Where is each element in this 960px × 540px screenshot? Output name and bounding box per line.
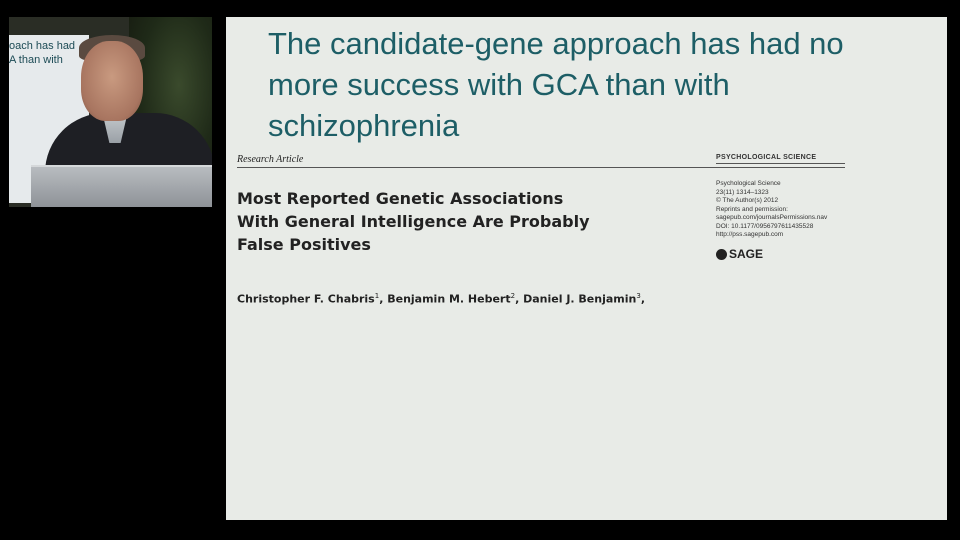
journal-info-line: DOI: 10.1177/0956797611435528 [716,222,814,230]
laptop [31,165,212,207]
presenter-video [9,17,212,207]
paper-title-line: Most Reported Genetic Associations [237,189,564,208]
projected-slide-text: oach has had A than with [9,40,76,66]
presenter-head [81,41,143,121]
sage-logo-icon [716,249,727,260]
author-affiliation: 2 [510,292,516,300]
author-name: Christopher F. Chabris [237,292,375,306]
author-name: Benjamin M. Hebert [387,292,511,306]
presentation-slide [226,17,947,520]
article-header-rule [237,167,845,168]
journal-info-line: sagepub.com/journalsPermissions.nav [716,214,828,221]
journal-info-line: Reprints and permission: [716,205,788,213]
paper-title-line: With General Intelligence Are Probably [237,212,590,231]
author-affiliation: 3 [636,292,641,300]
journal-info-line: © The Author(s) 2012 [716,197,779,204]
journal-brand: PSYCHOLOGICAL SCIENCE [716,154,817,161]
sage-logo [716,247,763,261]
journal-rule [716,163,845,164]
journal-info-line: Psychological Science [716,180,781,187]
journal-info-line: 23(11) 1314–1323 [716,188,769,196]
author-name: Daniel J. Benjamin [523,292,637,306]
sage-logo-text: SAGE [729,247,764,261]
slide-title: The candidate-gene approach has had no more success with GCA than with schizophrenia [268,26,844,143]
paper-title [237,187,657,256]
paper-title-line: False Positives [237,235,371,254]
author-list: Christopher F. Chabris$^1$, Benjamin M. Hebert$^2$, Daniel J. Benjamin$^3$, [237,292,646,306]
journal-info-line: http://pss.sagepub.com [716,231,784,238]
article-type-label: Research Article [237,154,304,165]
journal-info [716,180,856,240]
author-affiliation: 1 [374,292,380,300]
